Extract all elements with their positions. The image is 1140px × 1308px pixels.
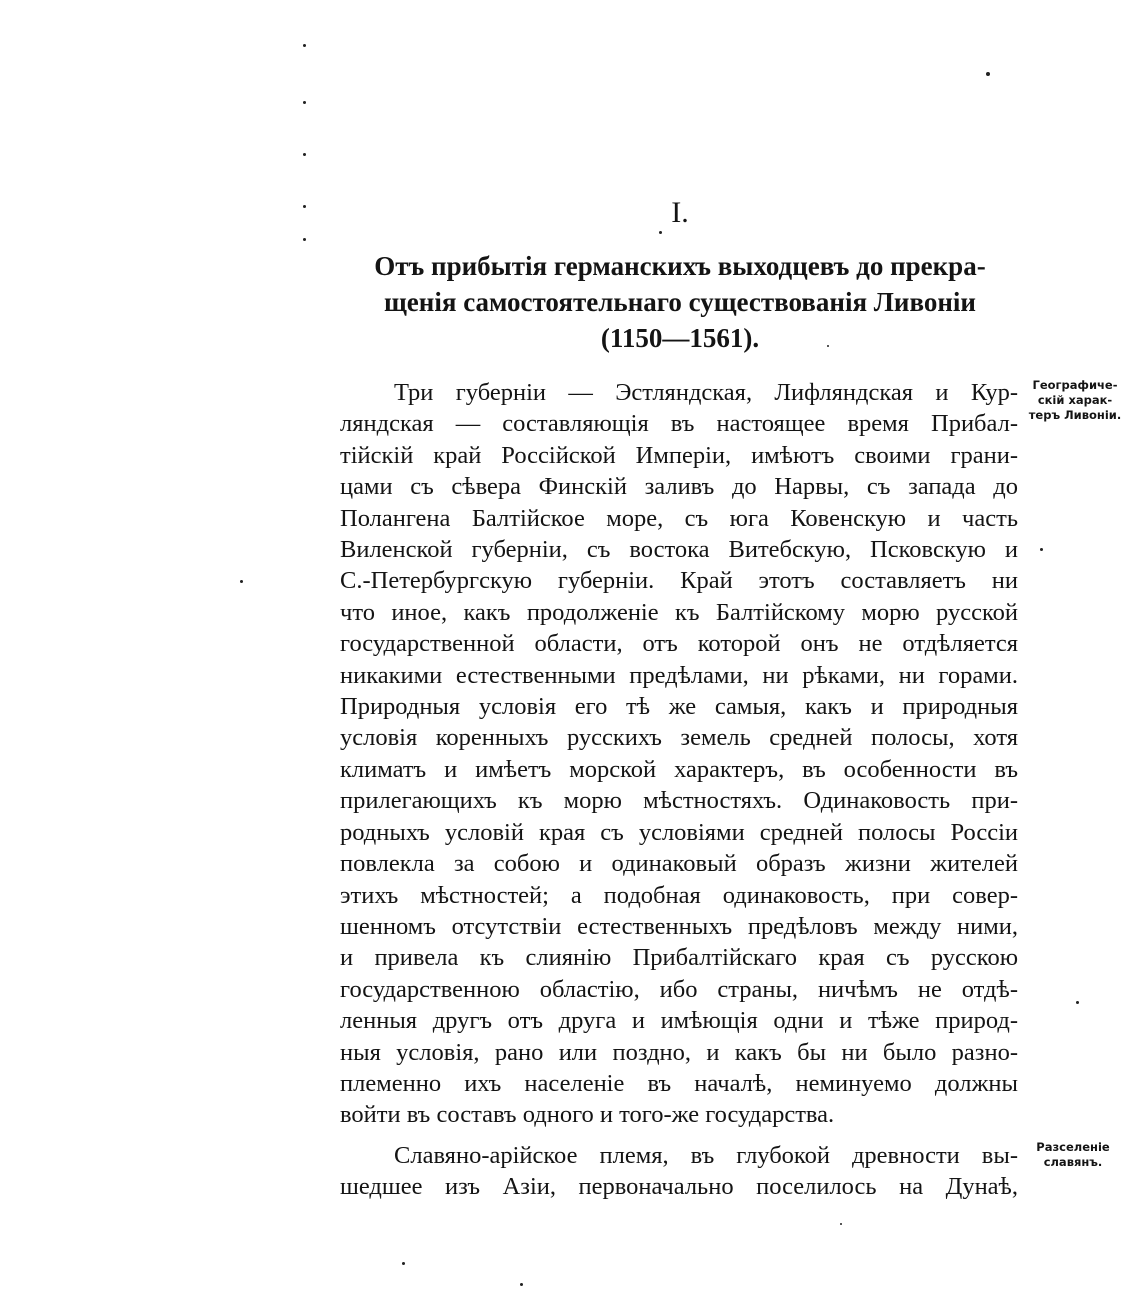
scan-speck: [303, 238, 306, 241]
text-line: государственною областію, ибо страны, ничѣмъ не отдѣ-: [340, 975, 1018, 1003]
scan-speck: [840, 1223, 842, 1225]
text-line: Славяно-арійское племя, въ глубокой древности вы-: [394, 1142, 1018, 1169]
text-line: государственной области, отъ которой онъ не отдѣляется: [340, 630, 1018, 658]
text-line: повлекла за собою и одинаковый образъ жизни жителей: [340, 850, 1018, 878]
paragraph-1: [340, 377, 1018, 1131]
chapter-title: [330, 248, 1030, 356]
text-line: Три губерніи — Эстляндская, Лифляндская и Кур-: [394, 379, 1018, 406]
text-line: Природныя условія его тѣ же самыя, какъ и природныя: [340, 693, 1018, 721]
margin-note-slavs: [1018, 1140, 1128, 1170]
margin-note-line: Географиче-: [1032, 378, 1118, 392]
text-line: Виленской губерніи, съ востока Витебскую, Псковскую и: [340, 536, 1018, 564]
text-line: ляндская — составляющія въ настоящее время Прибал-: [340, 410, 1018, 438]
scan-speck: [659, 231, 662, 234]
chapter-number: I.: [671, 196, 689, 229]
text-line: Полангена Балтійское море, съ юга Ковенскую и часть: [340, 504, 1018, 532]
margin-note-line: скій харак-: [1037, 393, 1113, 407]
scan-speck: [402, 1262, 405, 1265]
margin-note-line: славянъ.: [1043, 1155, 1103, 1169]
text-line: войти въ составъ одного и того-же государства.: [340, 1101, 835, 1129]
text-line: тійскій край Россійской Имперіи, имѣютъ своими грани-: [340, 441, 1018, 469]
text-line: что иное, какъ продолженіе къ Балтійскому морю русской: [340, 598, 1018, 626]
scan-speck: [1076, 1001, 1079, 1004]
title-line: щенія самостоятельнаго существованія Ливоніи: [384, 287, 976, 317]
scan-speck: [986, 72, 990, 76]
scan-speck: [303, 101, 306, 104]
scan-speck: [303, 205, 306, 208]
scan-speck: [303, 153, 306, 156]
text-line: родныхъ условій края съ условіями средней полосы Россіи: [340, 818, 1018, 846]
text-line: шенномъ отсутствіи естественныхъ предѣловъ между ними,: [340, 912, 1018, 940]
text-line: условія коренныхъ русскихъ земель средней полосы, хотя: [340, 724, 1018, 752]
text-line: этихъ мѣстностей; а подобная одинаковость, при совер-: [340, 881, 1018, 909]
text-line: ныя условія, рано или поздно, и какъ бы ни было разно-: [340, 1038, 1018, 1066]
text-line: никакими естественными предѣлами, ни рѣками, ни горами.: [340, 661, 1018, 689]
text-line: племенно ихъ населеніе въ началѣ, неминуемо должны: [340, 1069, 1018, 1097]
scan-speck: [1040, 548, 1043, 551]
paragraph-2: [340, 1140, 1018, 1203]
scan-speck: [827, 345, 829, 347]
text-line: шедшее изъ Азіи, первоначально поселилось на Дунаѣ,: [340, 1173, 1018, 1201]
margin-note-geography: [1020, 378, 1130, 423]
scan-speck: [520, 1283, 523, 1286]
text-line: и привела къ слиянію Прибалтійскаго края съ русскою: [340, 944, 1018, 972]
title-line: (1150—1561).: [600, 323, 760, 353]
text-line: ленныя другъ отъ друга и имѣющія одни и тѣже природ-: [340, 1007, 1018, 1035]
margin-note-line: теръ Ливоніи.: [1028, 408, 1122, 422]
title-line: Отъ прибытія германскихъ выходцевъ до прекра-: [374, 251, 986, 281]
scan-speck: [303, 44, 306, 47]
scan-speck: [240, 580, 243, 583]
text-line: климатъ и имѣетъ морской характеръ, въ особенности въ: [340, 755, 1018, 783]
text-line: прилегающихъ къ морю мѣстностяхъ. Одинаковость при-: [340, 787, 1018, 815]
text-line: С.-Петербургскую губерніи. Край этотъ составляетъ ни: [340, 567, 1018, 595]
text-line: цами съ сѣвера Финскій заливъ до Нарвы, съ запада до: [340, 473, 1018, 501]
margin-note-line: Разселеніе: [1036, 1140, 1110, 1154]
